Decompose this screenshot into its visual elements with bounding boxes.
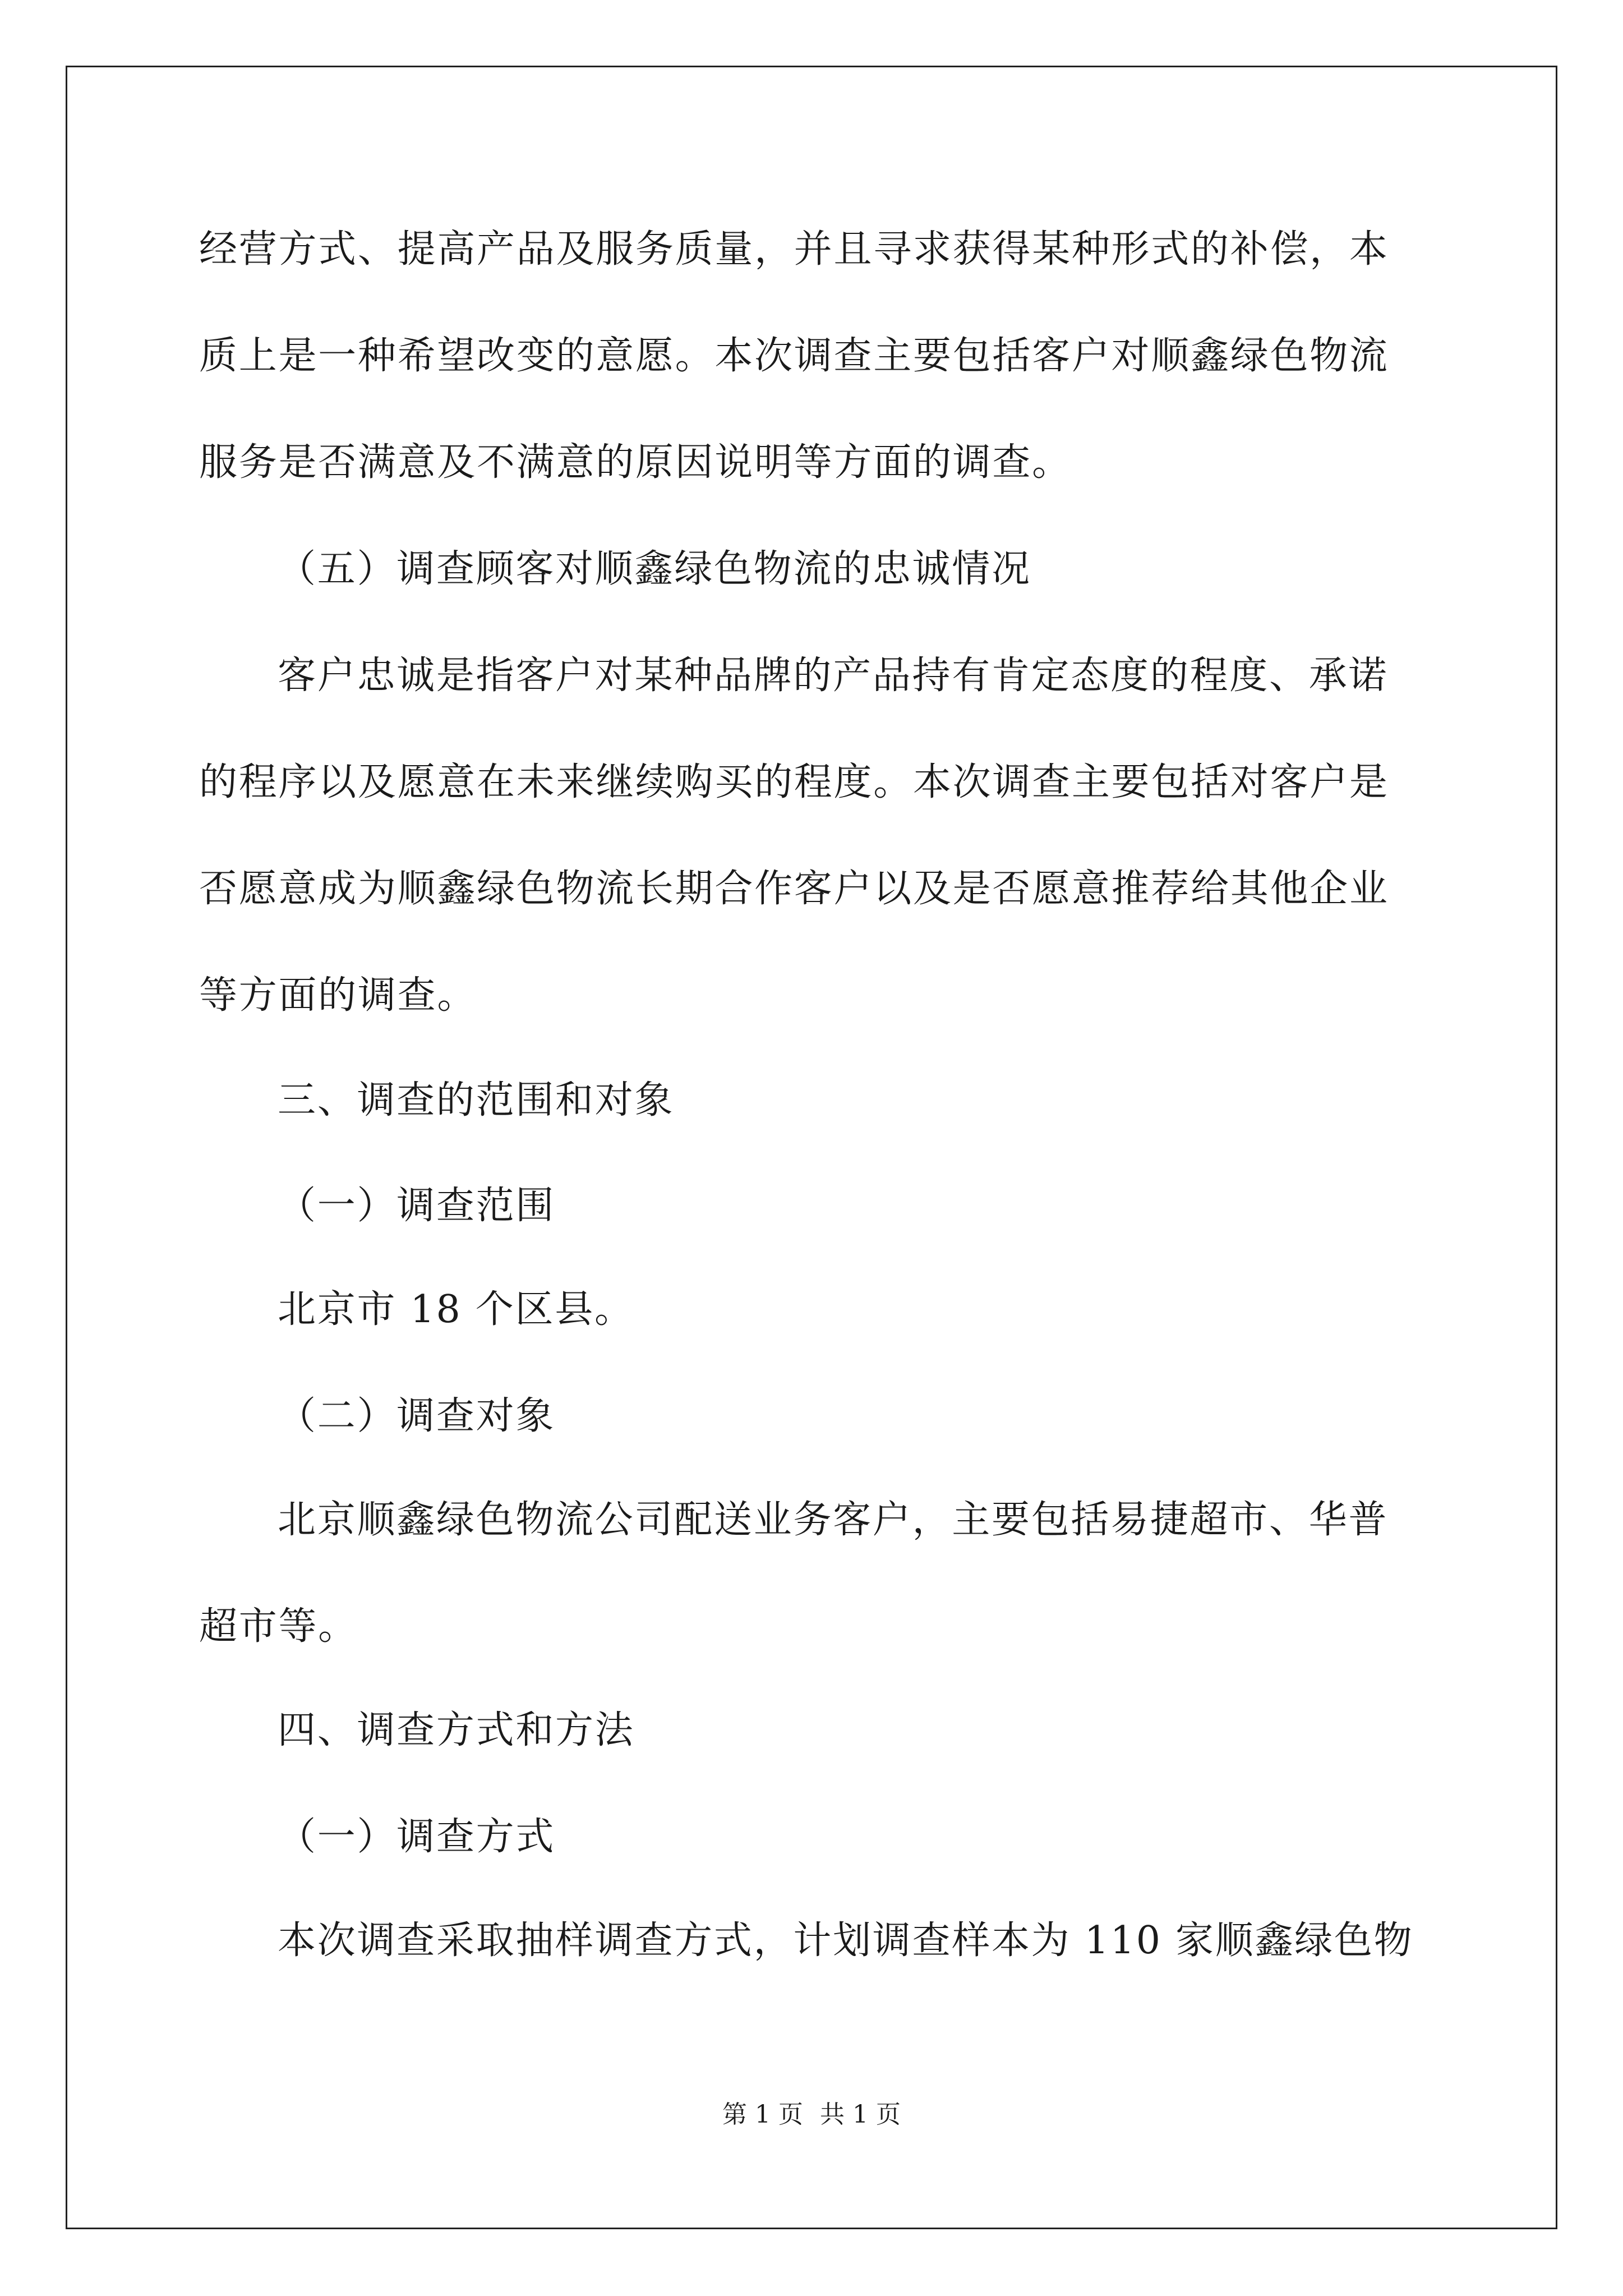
paragraph-line: 等方面的调查。 xyxy=(199,973,477,1018)
section-heading: 三、调查的范围和对象 xyxy=(278,1078,675,1122)
paragraph-line: 质上是一种希望改变的意愿。本次调查主要包括客户对顺鑫绿色物流 xyxy=(199,334,1389,378)
page-number: 第 1 页 xyxy=(722,2100,803,2129)
page-border xyxy=(66,66,1557,2229)
paragraph-line: 北京市 18 个区县。 xyxy=(278,1287,634,1332)
subsection-heading: （一）调查方式 xyxy=(278,1815,556,1859)
paragraph-line: 超市等。 xyxy=(199,1604,358,1649)
section-heading: （五）调查顾客对顺鑫绿色物流的忠诚情况 xyxy=(278,547,1031,591)
section-heading: 四、调查方式和方法 xyxy=(278,1708,635,1752)
paragraph-line: 服务是否满意及不满意的原因说明等方面的调查。 xyxy=(199,440,1072,485)
subsection-heading: （一）调查范围 xyxy=(278,1184,556,1228)
paragraph-line: 否愿意成为顺鑫绿色物流长期合作客户以及是否愿意推荐给其他企业 xyxy=(199,867,1389,911)
paragraph-line: 北京顺鑫绿色物流公司配送业务客户，主要包括易捷超市、华普 xyxy=(278,1498,1389,1542)
paragraph-line: 本次调查采取抽样调查方式，计划调查样本为 110 家顺鑫绿色物 xyxy=(278,1918,1414,1963)
page-footer xyxy=(0,2098,1623,2132)
paragraph-line: 经营方式、提高产品及服务质量，并且寻求获得某种形式的补偿，本 xyxy=(199,227,1389,272)
subsection-heading: （二）调查对象 xyxy=(278,1394,556,1438)
paragraph-line: 的程序以及愿意在未来继续购买的程度。本次调查主要包括对客户是 xyxy=(199,760,1389,804)
paragraph-line: 客户忠诚是指客户对某种品牌的产品持有肯定态度的程度、承诺 xyxy=(278,654,1389,698)
page-total: 共 1 页 xyxy=(820,2100,901,2129)
